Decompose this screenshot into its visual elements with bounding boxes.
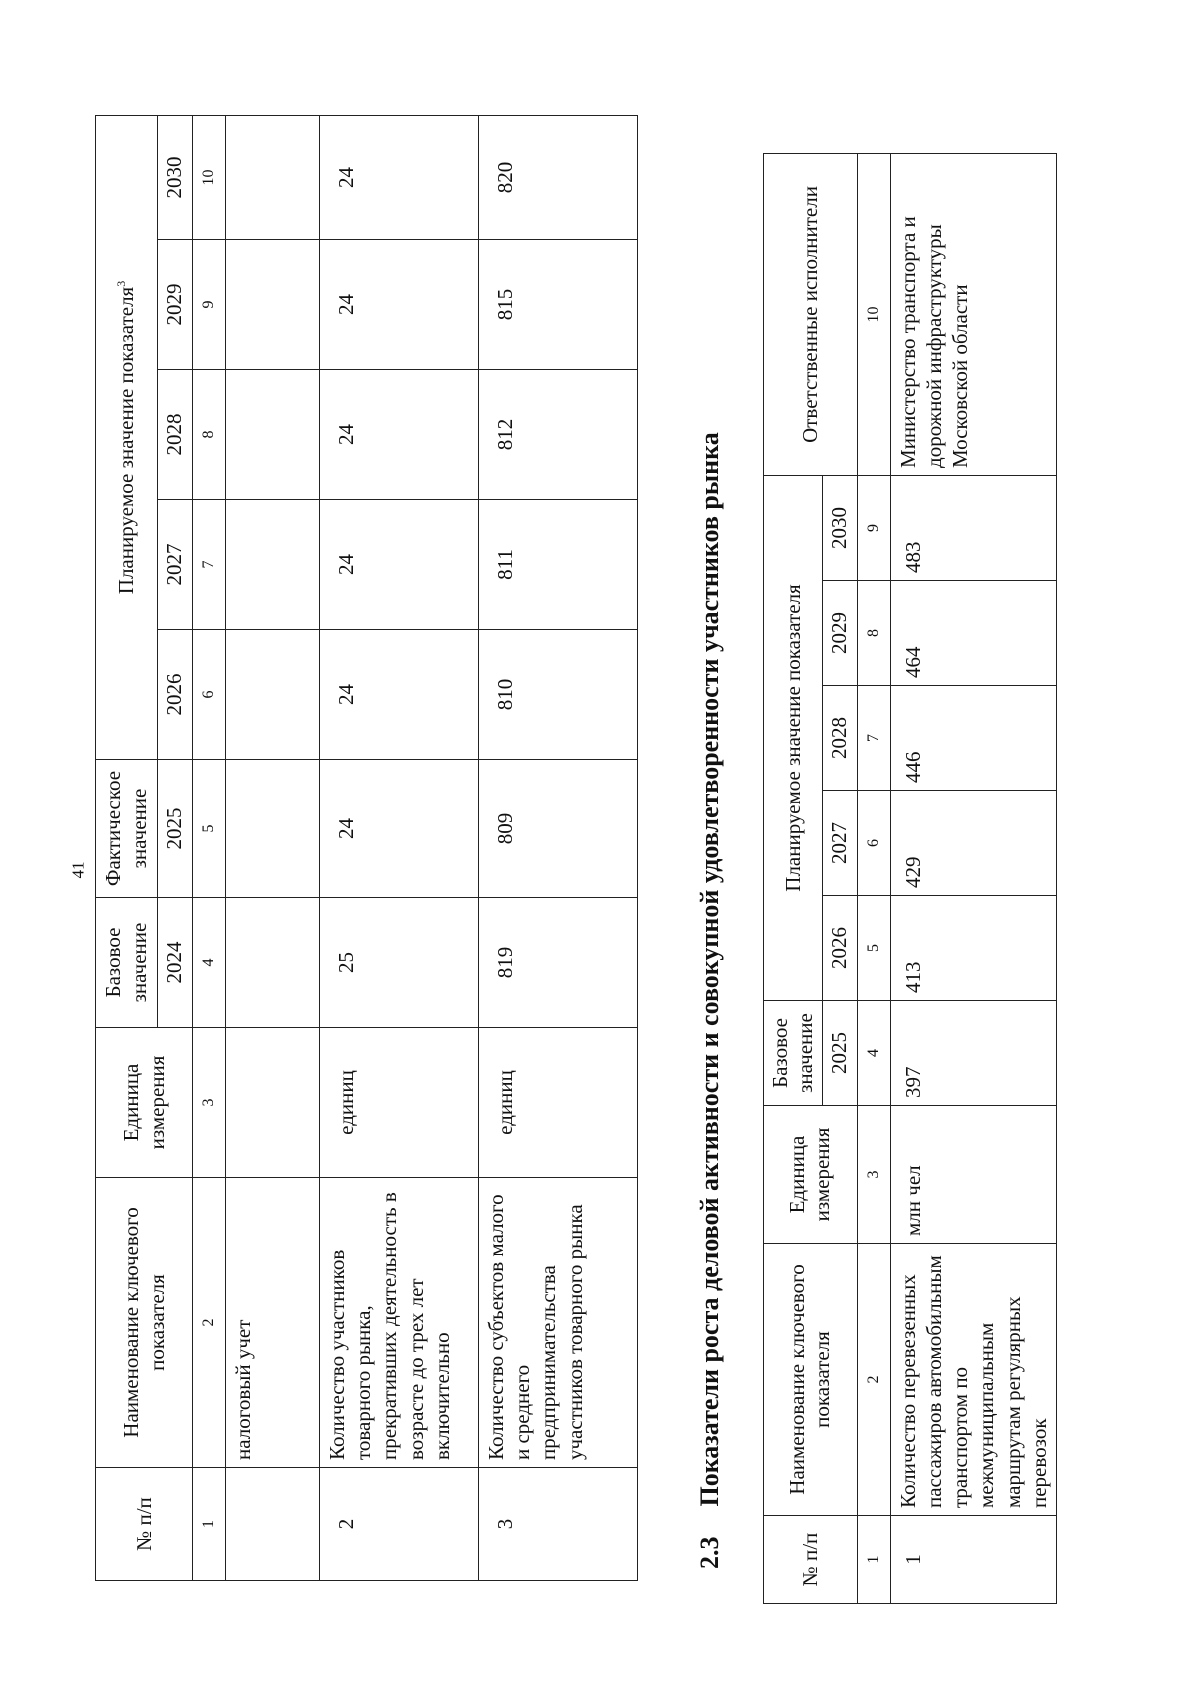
- year-fact: 2025: [157, 759, 192, 897]
- row-plan-5: 820: [478, 115, 637, 239]
- row-plan-1: 413: [890, 895, 1057, 1000]
- col-number: 3: [192, 1027, 225, 1177]
- col-number: 8: [192, 369, 225, 499]
- col-number: 6: [857, 790, 890, 895]
- row-plan-1: 810: [478, 629, 637, 759]
- row-name: Количество перевезенных пассажиров автомобильным транспортом по межмуниципальным маршрутам регулярных перевозок: [890, 1243, 1057, 1515]
- row-base: 25: [319, 897, 478, 1027]
- col-header-resp: Ответственные исполнители: [764, 153, 858, 475]
- col-header-plan-text: Планируемое значение показателя: [114, 286, 139, 594]
- col-number: 2: [192, 1177, 225, 1467]
- col-number: 7: [192, 499, 225, 629]
- year-plan-5: 2030: [823, 475, 857, 580]
- row-unit: [225, 1027, 319, 1177]
- row-plan-2: [225, 499, 319, 629]
- col-header-fact: Фактическое значение: [96, 759, 158, 897]
- col-number: 1: [857, 1515, 890, 1603]
- col-number: 10: [192, 115, 225, 239]
- business-activity-table: [763, 152, 1057, 1603]
- col-number: 4: [192, 897, 225, 1027]
- row-plan-1: [225, 629, 319, 759]
- row-name: налоговый учет: [225, 1177, 319, 1467]
- table-row: [890, 153, 1057, 1603]
- col-number: 5: [192, 759, 225, 897]
- row-plan-4: [225, 239, 319, 369]
- row-plan-4: 815: [478, 239, 637, 369]
- row-plan-3: 24: [319, 369, 478, 499]
- row-plan-5: [225, 115, 319, 239]
- col-header-plan: [96, 115, 158, 759]
- table-row: [225, 115, 319, 1580]
- row-name: Количество субъектов малого и среднего предпринимательства участников товарного рынка: [478, 1177, 637, 1467]
- year-plan-2: 2027: [823, 790, 857, 895]
- col-number: 8: [857, 580, 890, 685]
- col-number: 9: [192, 239, 225, 369]
- row-fact: [225, 759, 319, 897]
- column-numbers-row: [857, 153, 890, 1603]
- row-plan-2: 24: [319, 499, 478, 629]
- col-header-unit: Единица измерения: [96, 1027, 193, 1177]
- row-num: [225, 1467, 319, 1580]
- row-base: 819: [478, 897, 637, 1027]
- year-plan-4: 2029: [157, 239, 192, 369]
- footnote-marker: 3: [114, 280, 129, 287]
- col-number: 3: [857, 1105, 890, 1243]
- col-number: 2: [857, 1243, 890, 1515]
- row-plan-2: 429: [890, 790, 1057, 895]
- row-num: 1: [890, 1515, 1057, 1603]
- row-num: 2: [319, 1467, 478, 1580]
- col-header-num: № п/п: [764, 1515, 858, 1603]
- row-plan-1: 24: [319, 629, 478, 759]
- row-fact: 809: [478, 759, 637, 897]
- col-number: 4: [857, 1000, 890, 1105]
- year-plan-3: 2028: [823, 685, 857, 790]
- row-plan-4: 464: [890, 580, 1057, 685]
- col-header-name: Наименование ключевого показателя: [96, 1177, 193, 1467]
- row-plan-5: 24: [319, 115, 478, 239]
- row-name: Количество участников товарного рынка, прекративших деятельность в возрасте до трех лет включительно: [319, 1177, 478, 1467]
- row-num: 3: [478, 1467, 637, 1580]
- year-plan-3: 2028: [157, 369, 192, 499]
- col-header-unit: Единица измерения: [764, 1105, 858, 1243]
- col-number: 7: [857, 685, 890, 790]
- col-number: 10: [857, 153, 890, 475]
- row-plan-4: 24: [319, 239, 478, 369]
- col-header-plan: Планируемое значение показателя: [764, 475, 823, 1000]
- row-plan-3: 812: [478, 369, 637, 499]
- col-number: 5: [857, 895, 890, 1000]
- table-row: [319, 115, 478, 1580]
- table-header-row: [96, 115, 158, 1580]
- table-header-row: [764, 153, 823, 1603]
- year-plan-5: 2030: [157, 115, 192, 239]
- col-header-name: Наименование ключевого показателя: [764, 1243, 858, 1515]
- page-number: 41: [68, 861, 88, 879]
- row-base: [225, 897, 319, 1027]
- row-plan-3: [225, 369, 319, 499]
- row-unit: единиц: [319, 1027, 478, 1177]
- year-plan-1: 2026: [823, 895, 857, 1000]
- row-plan-2: 811: [478, 499, 637, 629]
- col-number: 6: [192, 629, 225, 759]
- table-row: [478, 115, 637, 1580]
- year-plan-4: 2029: [823, 580, 857, 685]
- col-number: 1: [192, 1467, 225, 1580]
- row-plan-3: 446: [890, 685, 1057, 790]
- row-responsible: Министерство транспорта и дорожной инфраструктуры Московской области: [890, 153, 1057, 475]
- landscape-content: [55, 59, 1145, 1639]
- indicators-table-continued: [95, 115, 638, 1581]
- row-unit: млн чел: [890, 1105, 1057, 1243]
- section-heading: [695, 432, 725, 1569]
- col-header-base: Базовое значение: [764, 1000, 823, 1105]
- col-number: 9: [857, 475, 890, 580]
- column-numbers-row: [192, 115, 225, 1580]
- year-base: 2025: [823, 1000, 857, 1105]
- row-base: 397: [890, 1000, 1057, 1105]
- year-base: 2024: [157, 897, 192, 1027]
- year-plan-1: 2026: [157, 629, 192, 759]
- year-plan-2: 2027: [157, 499, 192, 629]
- col-header-num: № п/п: [96, 1467, 193, 1580]
- col-header-base: Базовое значение: [96, 897, 158, 1027]
- section-title: Показатели роста деловой активности и совокупной удовлетворенности участников рынка: [695, 431, 724, 1506]
- section-number: 2.3: [695, 1536, 724, 1569]
- row-fact: 24: [319, 759, 478, 897]
- row-unit: единиц: [478, 1027, 637, 1177]
- row-plan-5: 483: [890, 475, 1057, 580]
